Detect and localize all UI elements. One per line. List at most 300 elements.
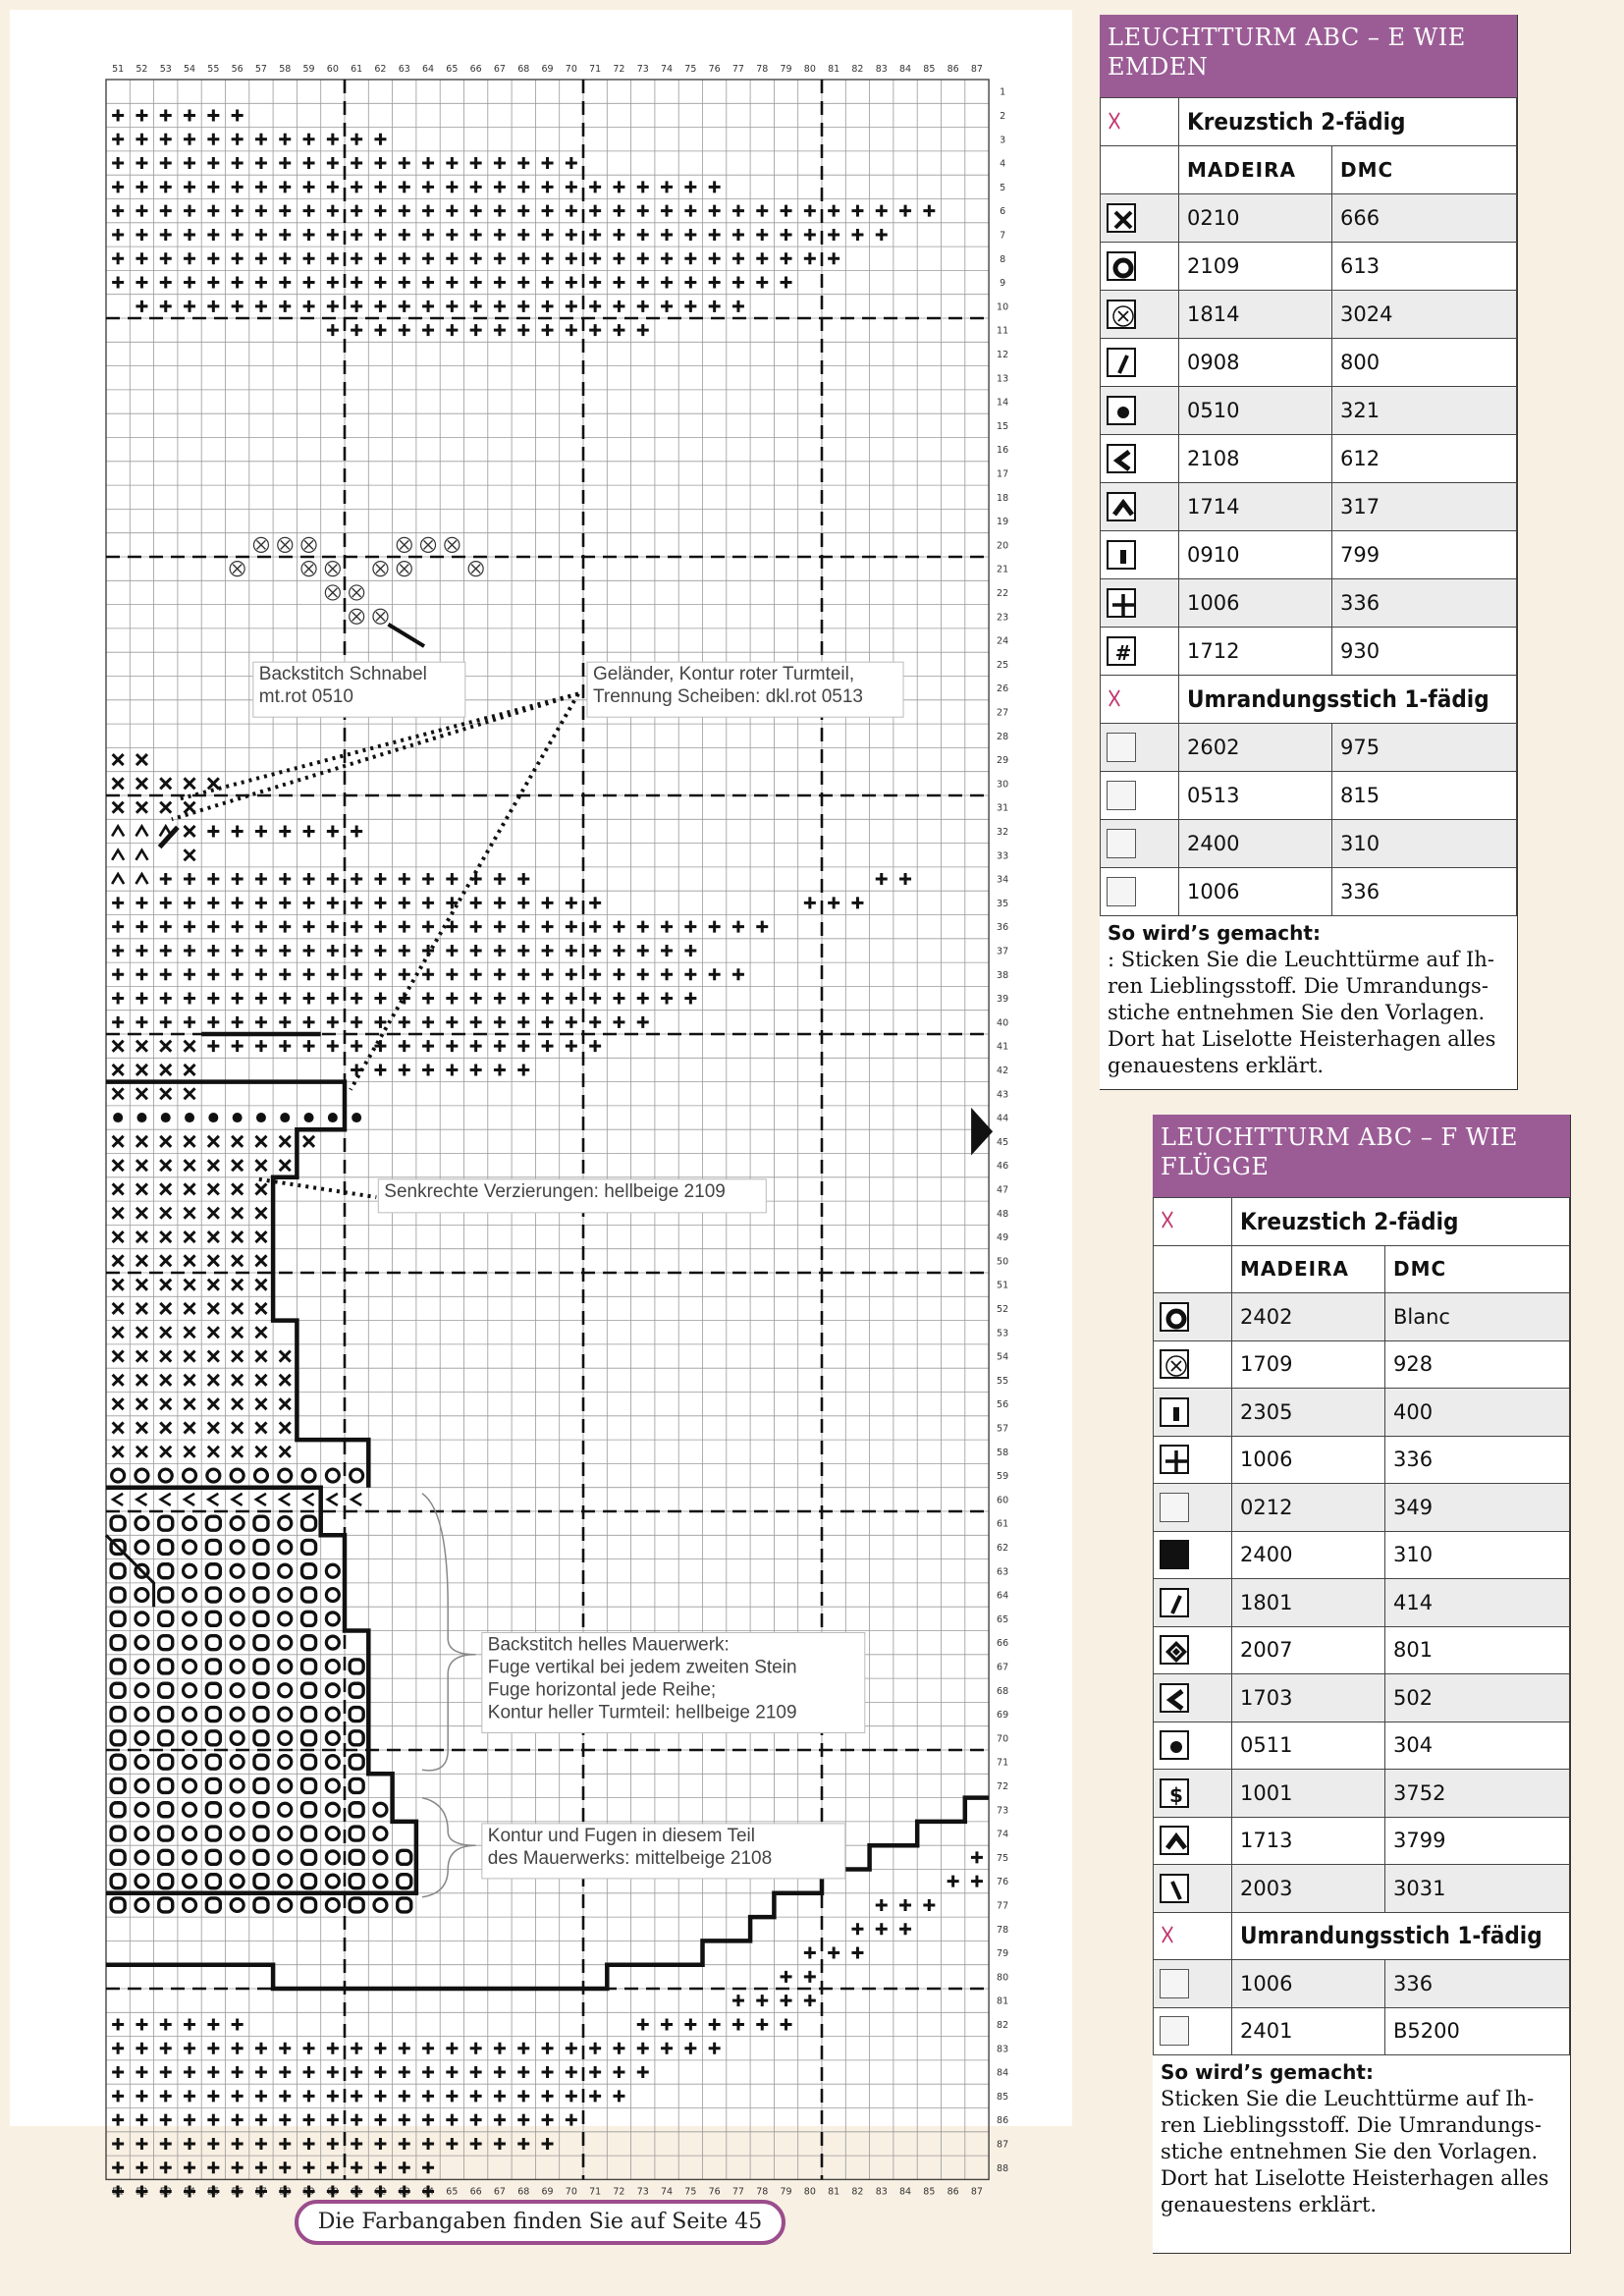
- dot-stitch: [136, 1113, 146, 1122]
- table-header: [1101, 146, 1517, 194]
- plus-stitch: [351, 324, 362, 336]
- section-label: Umrandungsstich 1-fädig: [1232, 1912, 1570, 1960]
- ring-stitch: [231, 1828, 244, 1840]
- plus-stitch: [184, 109, 195, 121]
- column-number: 59: [302, 64, 315, 75]
- cross-stitch: [160, 1160, 171, 1171]
- plus-stitch: [446, 1040, 458, 1052]
- plus-stitch: [279, 993, 291, 1005]
- plus-stitch: [494, 301, 506, 312]
- plus-stitch: [494, 229, 506, 241]
- cross-stitch: [255, 1255, 266, 1266]
- plus-stitch: [709, 229, 721, 241]
- cross-stitch: [185, 826, 195, 837]
- madeira-code: 1709: [1232, 1340, 1385, 1389]
- ring-stitch: [326, 1803, 339, 1816]
- plus-stitch: [470, 921, 482, 933]
- empty-box-icon: [1154, 1960, 1232, 2008]
- madeira-code: 0210: [1179, 194, 1332, 243]
- column-number: 53: [159, 64, 172, 75]
- cross-stitch: [113, 1255, 124, 1266]
- ring-stitch: [206, 1778, 220, 1792]
- cross-stitch: [208, 778, 219, 789]
- plus-stitch: [804, 1995, 816, 2006]
- cross-stitch: [113, 1303, 124, 1314]
- dmc-code: 928: [1385, 1340, 1570, 1389]
- plus-stitch: [851, 1947, 863, 1959]
- ring-stitch: [374, 1803, 387, 1816]
- plus-stitch: [207, 1040, 219, 1052]
- plus-stitch: [135, 109, 147, 121]
- plus-stitch: [232, 1016, 244, 1028]
- legend-row: [1154, 1531, 1570, 1579]
- cross-stitch: [185, 849, 195, 860]
- plus-stitch: [781, 1971, 792, 1983]
- ring-stitch: [206, 1588, 220, 1602]
- plus-stitch: [470, 324, 482, 336]
- cross-stitch: [136, 1208, 147, 1219]
- cross-stitch: [136, 1398, 147, 1409]
- plus-stitch: [613, 277, 624, 289]
- ring-stitch: [184, 1684, 196, 1697]
- ring-stitch: [302, 1827, 316, 1840]
- plus-stitch: [351, 825, 362, 837]
- ring-stitch: [302, 1588, 316, 1602]
- plus-stitch: [732, 252, 744, 264]
- plus-stitch: [232, 157, 244, 169]
- cross-bold-icon: [1101, 194, 1179, 243]
- ring-stitch: [326, 1564, 339, 1577]
- column-number: 76: [708, 2186, 721, 2198]
- cross-stitch: [232, 1136, 243, 1147]
- plus-stitch: [255, 2138, 267, 2150]
- plus-stitch: [303, 205, 315, 217]
- plus-stitch: [351, 157, 362, 169]
- cross-stitch: [232, 1208, 243, 1219]
- color-reference-caption: Die Farbangaben finden Sie auf Seite 45: [295, 2200, 785, 2245]
- plus-stitch: [351, 2114, 362, 2126]
- plus-stitch: [303, 134, 315, 145]
- annotation-text: Senkrechte Verzierungen: hellbeige 2109: [384, 1180, 726, 1202]
- ring-stitch: [326, 1731, 339, 1744]
- ring-stitch: [184, 1779, 196, 1792]
- note-text: : Sticken Sie die Leuchttürme auf Ih- ren Lieblingsstoff. Die Umrandungs- stiche entnehmen Sie den Vorlagen. Dort hat Liselotte Heisterhagen alles genauestens erklärt.: [1108, 948, 1496, 1077]
- plus-stitch: [351, 252, 362, 264]
- plus-stitch: [303, 897, 315, 908]
- ring-stitch: [159, 1755, 173, 1769]
- plus-stitch: [135, 2066, 147, 2078]
- section-label: Kreuzstich 2-fädig: [1179, 98, 1517, 146]
- row-number: 52: [997, 1303, 1009, 1315]
- plus-stitch: [327, 993, 339, 1005]
- dmc-code: 336: [1332, 579, 1517, 628]
- cross-stitch: [208, 1183, 219, 1194]
- plus-stitch: [781, 277, 792, 289]
- plus-stitch: [613, 2090, 624, 2102]
- cross-stitch: [255, 1183, 266, 1194]
- chevron-left-icon: [1154, 1674, 1232, 1722]
- cross-stitch: [255, 1422, 266, 1433]
- ring-stitch: [302, 1636, 316, 1650]
- row-number: 4: [1000, 158, 1006, 170]
- plus-stitch: [184, 277, 195, 289]
- ring-stitch: [326, 1613, 339, 1625]
- section-label: Kreuzstich 2-fädig: [1232, 1198, 1570, 1246]
- column-number: 77: [731, 2186, 744, 2198]
- cross-stitch: [232, 1231, 243, 1242]
- plus-stitch: [589, 1040, 601, 1052]
- plus-stitch: [661, 229, 673, 241]
- plus-stitch: [637, 968, 649, 980]
- plus-stitch: [184, 205, 195, 217]
- plus-stitch: [470, 897, 482, 908]
- column-number: 61: [351, 64, 363, 75]
- plus-stitch: [470, 2114, 482, 2126]
- row-number: 6: [1000, 206, 1006, 218]
- plus-stitch: [542, 897, 554, 908]
- madeira-code: 2402: [1232, 1293, 1385, 1341]
- column-number: 67: [493, 2186, 506, 2198]
- cross-stitch: [208, 1303, 219, 1314]
- chevron-stitch: [304, 1494, 314, 1505]
- legend-row: [1101, 435, 1517, 483]
- plus-stitch: [756, 2018, 768, 2030]
- plus-icon: [1101, 579, 1179, 628]
- plus-stitch: [303, 2066, 315, 2078]
- dmc-code: 3024: [1332, 291, 1517, 339]
- ring-stitch: [206, 1731, 220, 1745]
- column-number: 83: [875, 2186, 888, 2198]
- cross-stitch: [160, 778, 171, 789]
- ring-stitch: [159, 1588, 173, 1602]
- row-number: 11: [997, 325, 1009, 337]
- ring-stitch: [207, 1469, 220, 1482]
- ring-stitch: [184, 1898, 196, 1911]
- plus-stitch: [112, 134, 124, 145]
- plus-stitch: [446, 873, 458, 885]
- ring-stitch: [184, 1636, 196, 1649]
- note-title: So wird’s gemacht:: [1161, 2060, 1374, 2084]
- plus-stitch: [374, 1064, 386, 1075]
- ring-stitch: [302, 1540, 316, 1554]
- plus-stitch: [542, 324, 554, 336]
- plus-stitch: [661, 301, 673, 312]
- plus-stitch: [709, 181, 721, 192]
- plus-stitch: [303, 157, 315, 169]
- column-number: 69: [541, 64, 554, 75]
- ring-stitch: [374, 1828, 387, 1840]
- row-number: 51: [997, 1280, 1009, 1291]
- column-number: 78: [756, 2186, 769, 2198]
- legend-row: [1154, 1293, 1570, 1341]
- ring-stitch: [326, 1756, 339, 1769]
- plus-stitch: [232, 897, 244, 908]
- plus-stitch: [566, 2066, 577, 2078]
- plus-stitch: [374, 1016, 386, 1028]
- plus-stitch: [184, 157, 195, 169]
- plus-stitch: [542, 181, 554, 192]
- legend-row: [1154, 1484, 1570, 1532]
- plus-stitch: [112, 968, 124, 980]
- plus-stitch: [327, 157, 339, 169]
- ring-stitch: [111, 1875, 125, 1888]
- plus-stitch: [613, 252, 624, 264]
- plus-stitch: [684, 252, 696, 264]
- plus-stitch: [542, 229, 554, 241]
- plus-stitch: [494, 157, 506, 169]
- plus-stitch: [255, 825, 267, 837]
- plus-stitch: [135, 2138, 147, 2150]
- dot-stitch: [256, 1113, 266, 1122]
- plus-stitch: [422, 2138, 434, 2150]
- plus-stitch: [446, 324, 458, 336]
- legend-row: [1154, 1817, 1570, 1865]
- plus-stitch: [399, 1064, 410, 1075]
- plus-stitch: [374, 157, 386, 169]
- ring-stitch: [206, 1612, 220, 1625]
- plus-stitch: [709, 277, 721, 289]
- ring-stitch: [279, 1541, 292, 1554]
- ring-stitch: [350, 1683, 363, 1697]
- cross-stitch: [136, 1447, 147, 1457]
- plus-stitch: [160, 229, 172, 241]
- dot-stitch: [185, 1113, 194, 1122]
- plus-stitch: [327, 277, 339, 289]
- column-number: 80: [803, 2186, 816, 2198]
- plus-stitch: [232, 2114, 244, 2126]
- plus-stitch: [207, 2066, 219, 2078]
- plus-stitch: [566, 945, 577, 957]
- plus-stitch: [613, 301, 624, 312]
- ring-stitch: [206, 1875, 220, 1888]
- cross-stitch: [136, 1160, 147, 1171]
- plus-stitch: [399, 301, 410, 312]
- plus-stitch: [374, 2090, 386, 2102]
- cross-stitch: [280, 1160, 291, 1171]
- row-number: 12: [997, 349, 1009, 360]
- plus-stitch: [899, 1923, 911, 1935]
- plus-stitch: [160, 109, 172, 121]
- cross-stitch: [185, 778, 195, 789]
- chevron-stitch: [328, 1494, 338, 1505]
- plus-stitch: [184, 2114, 195, 2126]
- plus-stitch: [470, 2066, 482, 2078]
- dot-stitch: [113, 1113, 123, 1122]
- column-number: 79: [780, 64, 792, 75]
- plus-stitch: [589, 897, 601, 908]
- cross-stitch: [208, 1280, 219, 1290]
- plus-stitch: [135, 2114, 147, 2126]
- plus-stitch: [446, 205, 458, 217]
- plus-stitch: [112, 2043, 124, 2054]
- cross-stitch: [185, 1255, 195, 1266]
- plus-stitch: [279, 252, 291, 264]
- plus-stitch: [923, 1899, 935, 1911]
- ring-stitch: [111, 1708, 125, 1722]
- plus-stitch: [135, 2161, 147, 2173]
- plus-stitch: [279, 277, 291, 289]
- ring-stitch: [135, 1589, 148, 1602]
- plus-stitch: [184, 897, 195, 908]
- filled-box-icon: [1154, 1531, 1232, 1579]
- svg-text:$: $: [1169, 1782, 1183, 1807]
- plus-stitch: [899, 1899, 911, 1911]
- ring-stitch: [398, 1875, 411, 1888]
- cross-stitch: [136, 1065, 147, 1075]
- plus-stitch: [781, 252, 792, 264]
- plus-stitch: [517, 993, 529, 1005]
- row-number: 57: [997, 1423, 1009, 1435]
- ring-stitch: [159, 1516, 173, 1530]
- ring-stitch: [206, 1898, 220, 1912]
- plus-stitch: [851, 1923, 863, 1935]
- cross-stitch: [232, 1160, 243, 1171]
- column-number: 65: [446, 2186, 459, 2198]
- annotation-text: mt.rot 0510: [258, 686, 353, 708]
- plus-stitch: [207, 2114, 219, 2126]
- row-number: 63: [997, 1566, 1009, 1578]
- ring-stitch: [159, 1540, 173, 1554]
- plus-stitch: [494, 2066, 506, 2078]
- plus-stitch: [470, 252, 482, 264]
- plus-stitch: [184, 993, 195, 1005]
- x-mark-icon: ☓: [1101, 676, 1179, 724]
- column-number: 62: [374, 64, 387, 75]
- dot-stitch: [328, 1113, 338, 1122]
- plus-stitch: [517, 1064, 529, 1075]
- plus-stitch: [446, 993, 458, 1005]
- plus-stitch: [232, 921, 244, 933]
- ring-stitch: [206, 1803, 220, 1817]
- madeira-code: 1712: [1179, 628, 1332, 676]
- instruction-note: [1153, 2055, 1570, 2222]
- section-outline-stitch: [1154, 1912, 1570, 1960]
- plus-stitch: [351, 897, 362, 908]
- row-number: 77: [997, 1900, 1009, 1912]
- plus-stitch: [876, 205, 888, 217]
- plus-stitch: [351, 968, 362, 980]
- chart-panel: [10, 10, 1072, 2198]
- x-mark-icon: ☓: [1154, 1198, 1232, 1246]
- ring-stitch: [326, 1708, 339, 1721]
- plus-stitch: [112, 993, 124, 1005]
- plus-stitch: [327, 181, 339, 192]
- ring-stitch: [135, 1828, 148, 1840]
- ring-stitch: [206, 1516, 220, 1530]
- plus-stitch: [542, 921, 554, 933]
- plus-stitch: [470, 301, 482, 312]
- note-text: Sticken Sie die Leuchttürme auf Ih- ren Lieblingsstoff. Die Umrandungs- stiche entnehmen Sie den Vorlagen. Dort hat Liselotte Heisterhagen alles genauestens erklärt.: [1161, 2087, 1549, 2216]
- cross-stitch: [185, 1160, 195, 1171]
- plus-stitch: [232, 825, 244, 837]
- row-number: 16: [997, 445, 1009, 457]
- plus-stitch: [232, 181, 244, 192]
- plus-stitch: [422, 1040, 434, 1052]
- plus-stitch: [470, 2090, 482, 2102]
- ring-stitch: [254, 1564, 268, 1578]
- plus-stitch: [207, 993, 219, 1005]
- plus-stitch: [135, 134, 147, 145]
- row-number: 45: [997, 1136, 1009, 1148]
- plus-stitch: [207, 873, 219, 885]
- plus-stitch: [613, 993, 624, 1005]
- dmc-code: 613: [1332, 243, 1517, 291]
- plus-stitch: [184, 252, 195, 264]
- column-number: 66: [469, 64, 482, 75]
- plus-stitch: [637, 252, 649, 264]
- row-number: 8: [1000, 253, 1006, 265]
- plus-stitch: [517, 945, 529, 957]
- caret-up-icon: [1154, 1817, 1232, 1865]
- ring-stitch: [326, 1828, 339, 1840]
- cross-stitch: [113, 754, 124, 765]
- cross-stitch: [160, 1255, 171, 1266]
- plus-stitch: [566, 301, 577, 312]
- plus-stitch: [542, 157, 554, 169]
- plus-stitch: [160, 205, 172, 217]
- plus-stitch: [374, 181, 386, 192]
- plus-stitch: [637, 277, 649, 289]
- cross-stitch: [255, 1375, 266, 1386]
- ring-stitch: [254, 1660, 268, 1673]
- plus-stitch: [613, 229, 624, 241]
- plus-stitch: [232, 873, 244, 885]
- plus-stitch: [374, 873, 386, 885]
- ring-stitch: [279, 1708, 292, 1721]
- plus-stitch: [566, 324, 577, 336]
- plus-stitch: [494, 968, 506, 980]
- ring-stitch: [350, 1875, 363, 1888]
- plus-stitch: [207, 229, 219, 241]
- ring-stitch: [351, 1469, 363, 1482]
- row-number: 59: [997, 1471, 1009, 1483]
- plus-stitch: [184, 1016, 195, 1028]
- plus-stitch: [232, 2138, 244, 2150]
- dmc-code: 3031: [1385, 1865, 1570, 1913]
- plus-stitch: [732, 2018, 744, 2030]
- madeira-code: 0511: [1232, 1722, 1385, 1770]
- ring-stitch: [111, 1588, 125, 1602]
- cross-stitch: [280, 1447, 291, 1457]
- chevron-stitch: [185, 1494, 194, 1505]
- backslash-icon: [1154, 1865, 1232, 1913]
- ring-stitch: [159, 1683, 173, 1697]
- plus-stitch: [542, 2138, 554, 2150]
- plus-stitch: [589, 2090, 601, 2102]
- plus-stitch: [422, 2114, 434, 2126]
- plus-stitch: [160, 134, 172, 145]
- cross-stitch: [185, 1231, 195, 1242]
- plus-stitch: [207, 2018, 219, 2030]
- column-number: 54: [184, 64, 196, 75]
- plus-stitch: [470, 1040, 482, 1052]
- cross-stitch: [232, 1183, 243, 1194]
- plus-stitch: [327, 2090, 339, 2102]
- cross-stitch: [136, 1351, 147, 1362]
- plus-stitch: [422, 897, 434, 908]
- cross-stitch: [160, 1088, 171, 1099]
- cross-stitch: [255, 1327, 266, 1338]
- plus-stitch: [255, 134, 267, 145]
- ring-stitch: [231, 1613, 244, 1625]
- plus-stitch: [327, 252, 339, 264]
- dmc-code: 310: [1385, 1531, 1570, 1579]
- ring-stitch: [159, 1612, 173, 1625]
- row-number: 82: [997, 2019, 1009, 2031]
- row-number: 23: [997, 612, 1009, 624]
- plus-stitch: [684, 205, 696, 217]
- row-number: 31: [997, 802, 1009, 814]
